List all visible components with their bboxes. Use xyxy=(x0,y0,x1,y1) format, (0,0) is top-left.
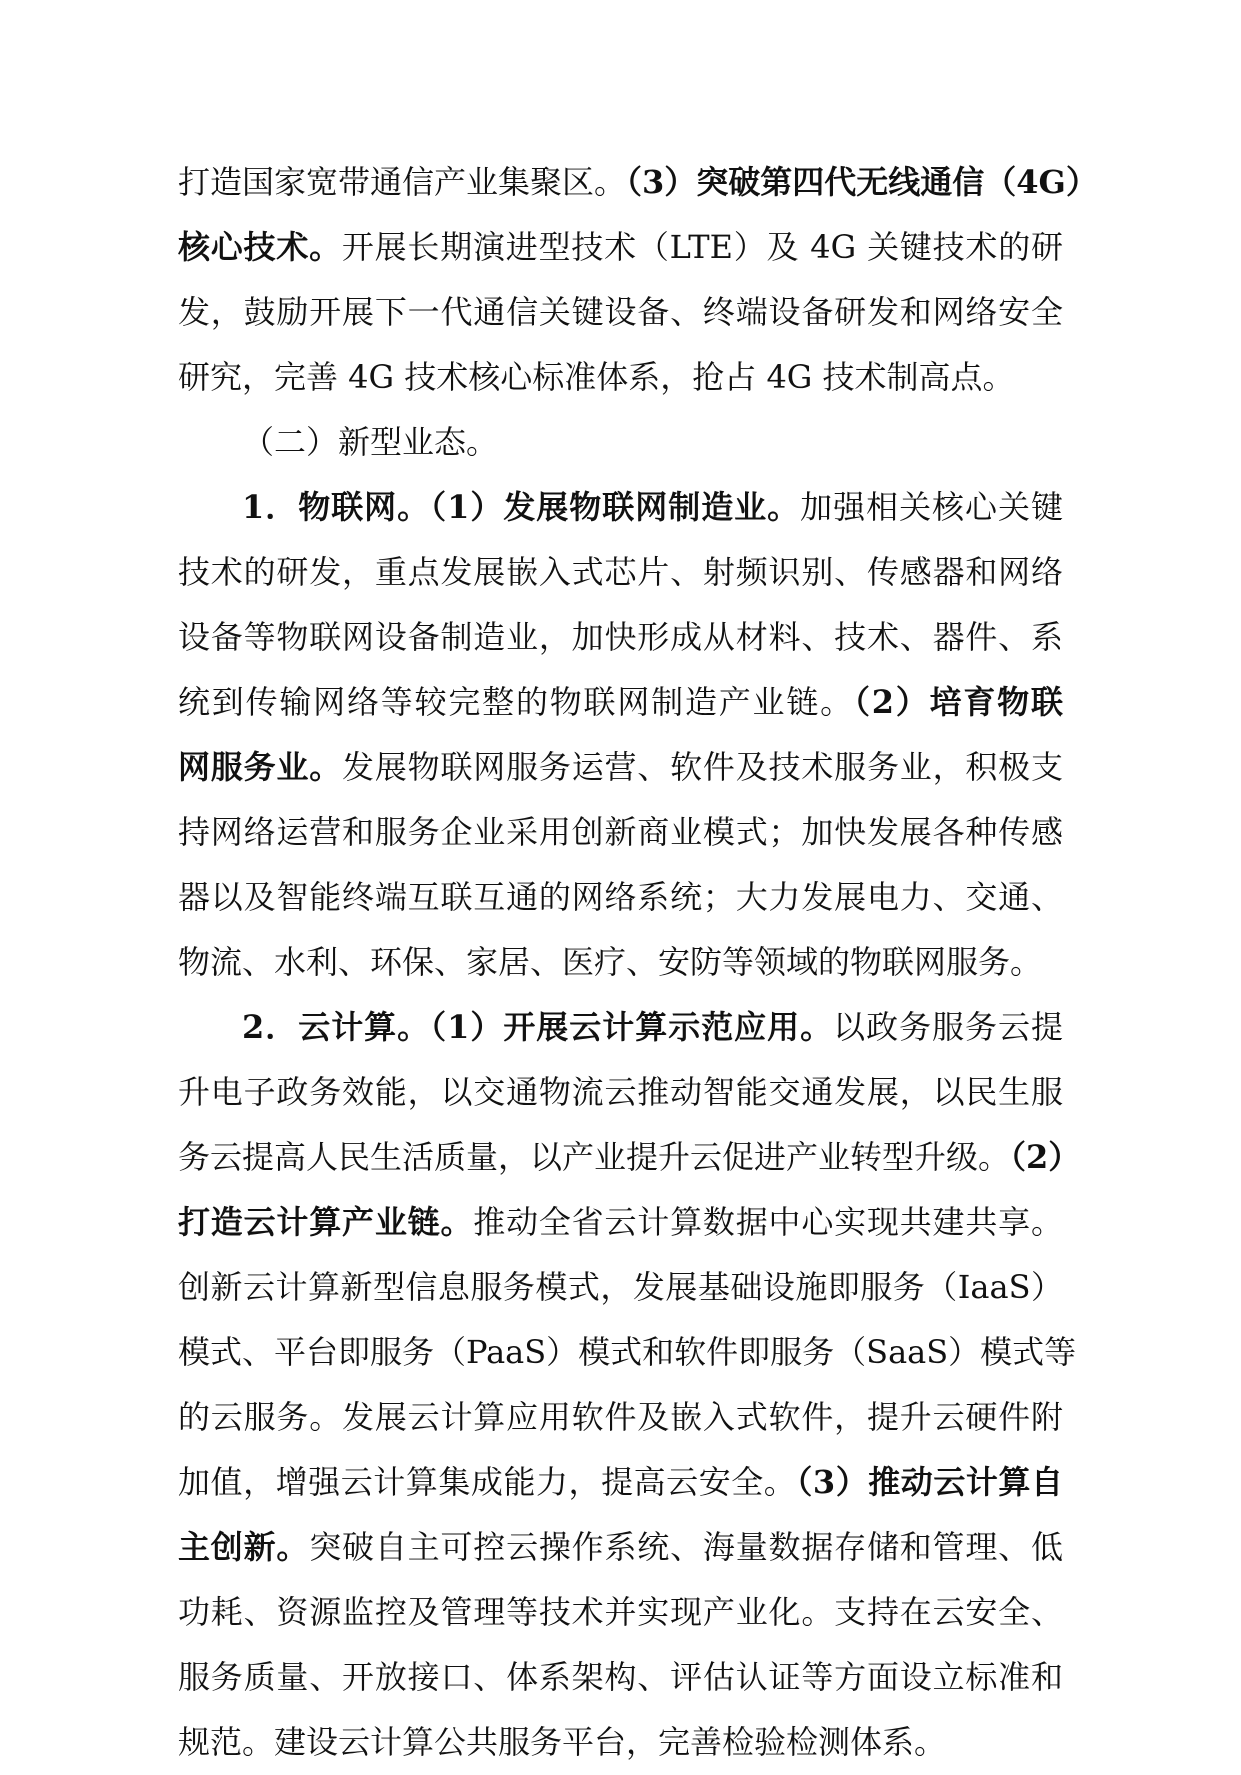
bold-text-run: 打造云计算产业链。 xyxy=(178,1203,474,1241)
text-run: 打造国家宽带通信产业集聚区。 xyxy=(178,163,627,201)
text-line xyxy=(178,605,1063,670)
text-run: 设备等物联网设备制造业，加快形成从材料、技术、器件、系 xyxy=(178,618,1063,656)
text-run: 模式、平台即服务（PaaS）模式和软件即服务（SaaS）模式等 xyxy=(178,1333,1077,1371)
text-line xyxy=(178,280,1063,345)
text-run: 物流、水利、环保、家居、医疗、安防等领域的物联网服务。 xyxy=(178,943,1043,981)
text-run: 推动全省云计算数据中心实现共建共享。 xyxy=(473,1203,1063,1241)
bold-text-run: 核心技术。 xyxy=(178,228,342,266)
text-line xyxy=(178,995,1063,1060)
text-run: 加强相关核心关键 xyxy=(800,488,1063,526)
text-line xyxy=(178,215,1063,280)
text-run: 以政务服务云提 xyxy=(833,1008,1063,1046)
text-run: 技术的研发，重点发展嵌入式芯片、射频识别、传感器和网络 xyxy=(178,553,1063,591)
text-line xyxy=(178,475,1063,540)
text-line xyxy=(178,865,1063,930)
text-line xyxy=(178,540,1063,605)
text-line xyxy=(178,1450,1063,1515)
text-line xyxy=(178,1645,1063,1710)
text-run: 统到传输网络等较完整的物联网制造产业链。 xyxy=(178,683,854,721)
text-line xyxy=(178,1255,1063,1320)
text-run: 加值，增强云计算集成能力，提高云安全。 xyxy=(178,1463,797,1501)
section-heading xyxy=(178,410,1063,475)
bold-text-run: （3）突破第四代无线通信（4G） xyxy=(626,163,1098,201)
text-line xyxy=(178,1710,1063,1775)
text-run: 突破自主可控云操作系统、海量数据存储和管理、低 xyxy=(309,1528,1063,1566)
text-run: 器以及智能终端互联互通的网络系统；大力发展电力、交通、 xyxy=(178,878,1063,916)
text-run: 务云提高人民生活质量，以产业提升云促进产业转型升级。 xyxy=(178,1138,1011,1176)
text-line xyxy=(178,1190,1063,1255)
bold-text-run: 网服务业。 xyxy=(178,748,343,786)
text-line xyxy=(178,1060,1063,1125)
text-run: 功耗、资源监控及管理等技术并实现产业化。支持在云安全、 xyxy=(178,1593,1063,1631)
body-text xyxy=(178,150,1098,1775)
text-run: 开展长期演进型技术（LTE）及 4G 关键技术的研 xyxy=(341,228,1063,266)
text-line xyxy=(178,1515,1063,1580)
text-line xyxy=(178,670,1063,735)
text-line xyxy=(178,1385,1063,1450)
text-run: 发，鼓励开展下一代通信关键设备、终端设备研发和网络安全 xyxy=(178,293,1063,331)
text-line xyxy=(178,150,1098,215)
text-run: 服务质量、开放接口、体系架构、评估认证等方面设立标准和 xyxy=(178,1658,1063,1696)
bold-text-run: （3）推动云计算自 xyxy=(796,1463,1063,1501)
text-run: （二）新型业态。 xyxy=(242,423,499,461)
bold-text-run: 主创新。 xyxy=(178,1528,310,1566)
text-run: 发展物联网服务运营、软件及技术服务业，积极支 xyxy=(342,748,1063,786)
text-line xyxy=(178,1320,1077,1385)
text-run: 升电子政务效能，以交通物流云推动智能交通发展，以民生服 xyxy=(178,1073,1063,1111)
text-run: 持网络运营和服务企业采用创新商业模式；加快发展各种传感 xyxy=(178,813,1063,851)
text-run: 研究，完善 4G 技术核心标准体系，抢占 4G 技术制高点。 xyxy=(178,358,1015,396)
text-line xyxy=(178,1580,1063,1645)
bold-text-run: 1．物联网。（1）发展物联网制造业。 xyxy=(242,488,801,526)
text-line xyxy=(178,800,1063,865)
text-run: 创新云计算新型信息服务模式，发展基础设施即服务（IaaS） xyxy=(178,1268,1063,1306)
text-line xyxy=(178,345,1063,410)
text-run: 规范。建设云计算公共服务平台，完善检验检测体系。 xyxy=(178,1723,947,1761)
text-line xyxy=(178,735,1063,800)
bold-text-run: （2）培育物联 xyxy=(853,683,1063,721)
bold-text-run: 2．云计算。（1）开展云计算示范应用。 xyxy=(242,1008,834,1046)
text-line xyxy=(178,1125,1081,1190)
text-run: 的云服务。发展云计算应用软件及嵌入式软件，提升云硬件附 xyxy=(178,1398,1063,1436)
bold-text-run: （2） xyxy=(1010,1138,1081,1176)
text-line xyxy=(178,930,1063,995)
